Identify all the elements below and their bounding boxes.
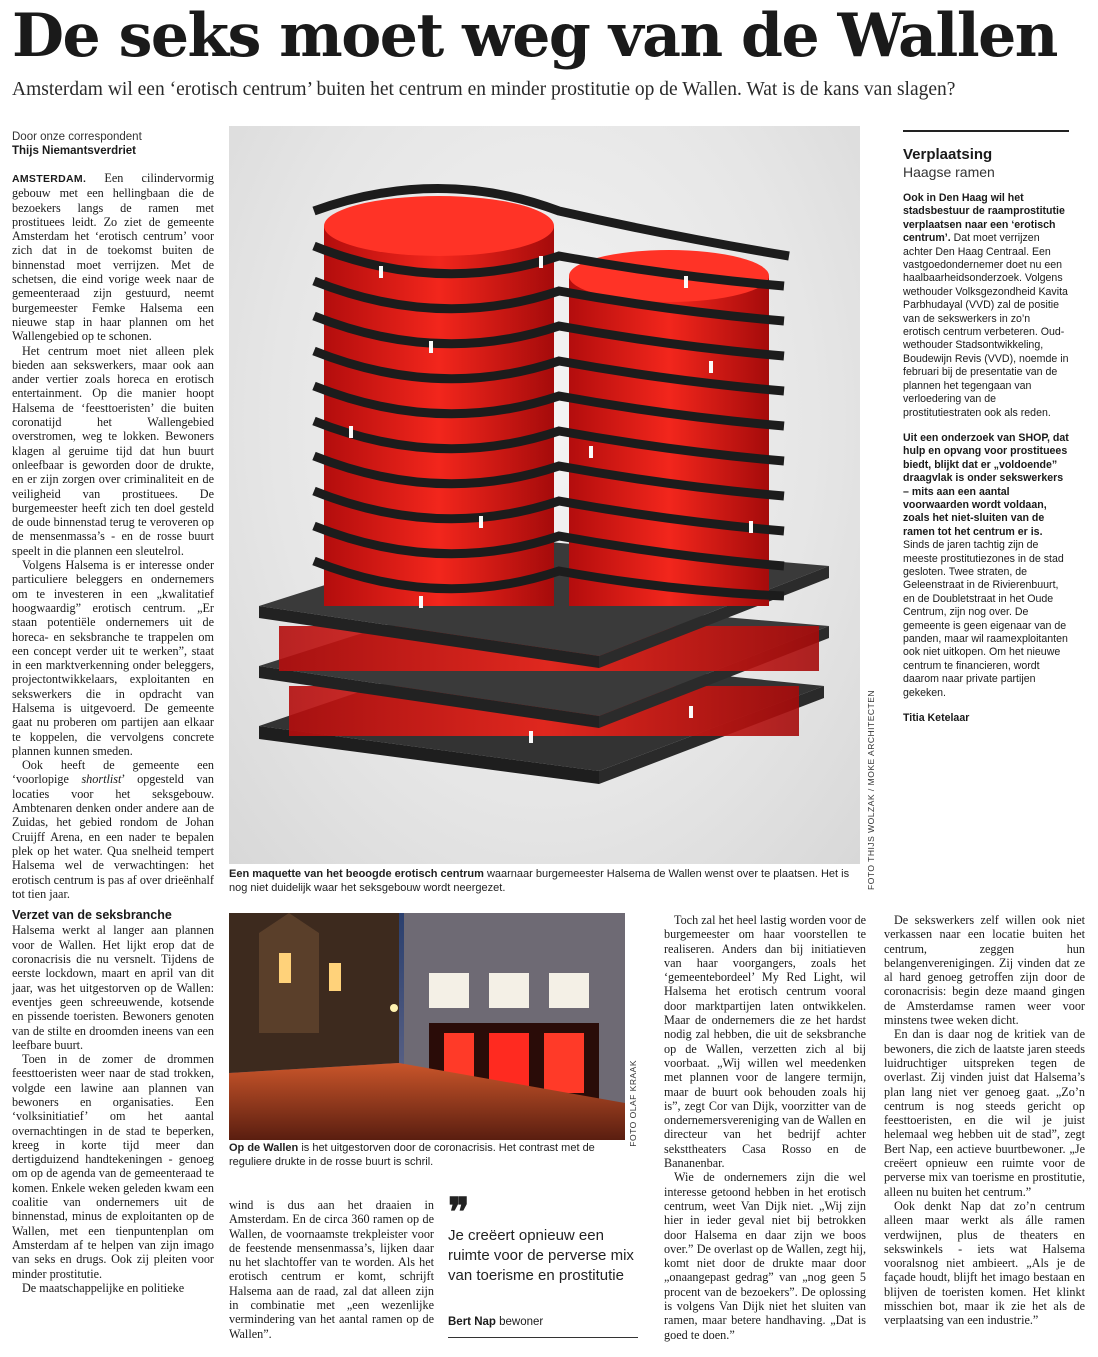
article-column-2 — [229, 1198, 434, 1341]
photo-credit: FOTO OLAF KRAAK — [628, 1060, 638, 1147]
paragraph: Wie de ondernemers zijn die wel interesse getoond hebben in het erotisch centrum, weet Van Dijk niet. „Wij zijn hier in ieder geval niet bij betrokken door Halsema en daar zijn we boos over.” De overlast op de Wallen, zegt hij, komt niet door de drukte maar door „onaangepast gedrag” van „nog geen 5 procent van de bezoekers”. De oplossing is volgens Van Dijk niet het sluiten van ramen, maar betere handhaving. „Dat is goed te doen.” — [664, 1170, 866, 1342]
caption-text: is het uitgestorven door de coronacrisis. Het contrast met de reguliere drukte in de rosse buurt is schril. — [229, 1142, 595, 1168]
paragraph-text: Ook heeft de gemeente een ‘voorlopige — [12, 758, 214, 787]
paragraph: Ook denkt Nap dat zo’n centrum alleen maar werkt als álle ramen verdwijnen, plus de theaters en sekswinkels - iets wat Halsema vooralsnog niet ambieert. „Als je de façade houdt, blijft het imago bestaan en blijven de toeristen komen. Het klinkt misschien bot, maar ik zie het als de verplaatsing van een industrie.” — [884, 1198, 1085, 1328]
quote-divider — [448, 1337, 638, 1338]
quote-role: bewoner — [495, 1316, 544, 1328]
byline-author: Thijs Niemantsverdriet — [12, 145, 136, 157]
sidebar-paragraph — [903, 192, 1069, 420]
paragraph: En dan is daar nog de kritiek van de bewoners, die zich de laatste jaren steeds luidruchtiger uitspreken tegen de overlast. Zij vinden juist dat Halsema’s plan lang niet ver genoeg gaat. „Zo’n centrum is nog steeds gericht op feesttoeristen, en die wil je juist helemaal weg hebben uit de stad”, zegt Bert Nap, een actieve buurtbewoner. „Je creëert opnieuw een ruimte voor de perverse mix van toerisme en prostitutie, alleen nu buiten het centrum.” — [884, 1027, 1085, 1199]
dateline: AMSTERDAM. — [12, 173, 87, 185]
article-column-3 — [664, 913, 866, 1342]
sidebar-text: Sinds de jaren tachtig zijn de meeste prostitutiezones in de stad gesloten. Twee straten, de Geleenstraat in de Rivierenbuurt, en de Doubletstraat in het Oude Centrum, zijn nog over. De gemeente is geen eigenaar van de panden, maar wil raamexploitanten ook niet uitkopen. Om het nieuwe centrum te financieren, wordt daarom naar private partijen gekeken. — [903, 539, 1068, 699]
paragraph — [12, 758, 214, 901]
caption-lead: Een maquette van het beoogde erotisch centrum — [229, 868, 484, 880]
quote-attribution — [448, 1316, 543, 1328]
quote-mark-icon: ❞ — [448, 1189, 470, 1236]
paragraph: Volgens Halsema is er interesse onder particuliere beleggers en ondernemers om te investeren in een „kwalitatief hoogwaardig” erotisch centrum. „Er staan potentiële ondernemers uit de horeca- en seksbranche te trappelen om een concept verder uit te werken”, staat in een marktverkenning onder beleggers, projectontwikkelaars, exploitanten en sekswerkers die in opdracht van Halsema is uitgevoerd. De gemeente gaat nu proberen om partijen aan elkaar te koppelen, die vervolgens concrete plannen kunnen smeden. — [12, 558, 214, 758]
sidebar-subtitle: Haagse ramen — [903, 164, 995, 180]
paragraph: Het centrum moet niet alleen plek bieden aan sekswerkers, maar ook aan ander vertier zoals horeca en erotisch entertainment. Op die manier hoopt Halsema de ‘feesttoeristen’ die buiten coronatijd het Wallengebied overstromen, weg te lokken. Bewoners klagen al geruime tijd dat hun buurt onleefbaar is geworden door de drukte, en er zijn zorgen over criminaliteit en de veiligheid van prostituees. De burgemeester heeft zich ten doel gesteld de oude binnenstad terug te veroveren op de mensenmassa’s - en de rosse buurt speelt in die plannen een sleutelrol. — [12, 343, 214, 558]
model-illustration — [229, 126, 860, 864]
sidebar-paragraph — [903, 432, 1069, 700]
sidebar-author: Titia Ketelaar — [903, 712, 970, 725]
paragraph: Halsema werkt al langer aan plannen voor de Wallen. Het lijkt erop dat de coronacrisis die nu versnelt. Tijdens de eerste lockdown, maart en april van dit jaar, was het uitgestorven op de Wallen: eventjes geen schreeuwende, kotsende en pissende toeristen. Bewoners genoten van de stilte en droomden ineens van een leefbare buurt. — [12, 923, 214, 1052]
sidebar-lead: Uit een onderzoek van SHOP, dat hulp en opvang voor prostituees biedt, blijkt dat er „voldoende” draagvlak is onder sekswerkers – mits aan een aantal voorwaarden wordt voldaan, zoals het niet-sluiten van de ramen tot het centrum er is. — [903, 431, 1069, 538]
caption-text: waarnaar burgemeester Halsema de Wallen wenst over te plaatsen. Het is nog niet duidelijk waar het seksgebouw wordt neergezet. — [229, 868, 850, 894]
paragraph-text: Een cilindervormig gebouw met een hellingbaan die de bezoekers langs de ramen met prostituees leidt. Zo ziet de gemeente Amsterdam het ‘erotisch centrum’ voor zich dat in de toekomst buiten de binnenstad moet verrijzen. Met de schetsen, die eind vorige week naar de gemeenteraad zijn gestuurd, neemt burgemeester Femke Halsema een nieuwe stap in haar plannen om het Wallengebied op te schonen. — [12, 171, 214, 344]
article-column-1 — [12, 171, 214, 1295]
sidebar-lead: Ook in Den Haag wil het stadsbestuur de raamprostitutie verplaatsen naar een ‘erotisch centrum’. — [903, 192, 1065, 245]
sidebar-body — [903, 192, 1069, 725]
headline: De seks moet weg van de Wallen — [12, 1, 1057, 71]
quote-name: Bert Nap — [448, 1316, 496, 1328]
subheading: Verzet van de seksbranche — [12, 908, 172, 923]
caption-lead: Op de Wallen — [229, 1142, 299, 1154]
standfirst: Amsterdam wil een ‘erotisch centrum’ buiten het centrum en minder prostitutie op de Wallen. Wat is de kans van slagen? — [12, 79, 956, 100]
paragraph: Toen in de zomer de drommen feesttoeristen weer naar de stad trokken, volgde een lawine aan plannen van bewoners en organisaties. Een ‘volksinitiatief’ om het aantal overnachtingen in de stad te beperken, kreeg in korte tijd meer dan dertigduizend handtekeningen - genoeg om op de agenda van de gemeenteraad te komen. Enkele weken geleden kwam een coalitie van ondernemers uit de binnenstad, minus de exploitanten op de Wallen, met een tienpuntenplan om Amsterdam af te helpen van zijn imago van seks en drugs. Ook zij pleiten voor minder prostitutie. — [12, 1052, 214, 1281]
paragraph — [12, 171, 214, 344]
photo-caption — [229, 867, 860, 895]
article-column-4 — [884, 913, 1085, 1328]
pull-quote: Je creëert opnieuw een ruimte voor de perverse mix van toerisme en prostitutie — [448, 1227, 634, 1284]
byline-prefix: Door onze correspondent — [12, 131, 142, 143]
sidebar-box — [903, 130, 1069, 737]
paragraph: De maatschappelijke en politieke — [22, 1280, 185, 1295]
model-photo — [229, 126, 860, 864]
sidebar-title: Verplaatsing — [903, 146, 993, 163]
paragraph-text: ’ opgesteld van locaties voor het seksgebouw. Ambtenaren denken onder andere aan de Zuidas, het gebied rondom de Johan Cruijff Arena, en een nader te bepalen plek op het water. Qua snelheid tempert Halsema wel de verwachtingen: het erotisch centrum is pas af over drieënhalf tot tien jaar. — [12, 772, 214, 901]
street-photo — [229, 913, 625, 1140]
paragraph: Toch zal het heel lastig worden voor de burgemeester om haar voorstellen te realiseren. Anders dan bij initiatieven van haar voorgangers, zoals het ‘gemeentebordeel’ My Red Light, wil Halsema het erotisch centrum vooral door marktpartijen laten ontwikkelen. Maar de ondernemers die ze het hardst nodig zal hebben, die uit de seksbranche op de Wallen, verzetten zich al bij voorbaat. „Wij willen wel meedenken met plannen voor de langere termijn, maar de buurt ook behouden zoals hij is”, zegt Cor van Dijk, voorzitter van de ondernemersvereniging van de Wallen en directeur van het bedrijf achter seksttheaters Casa Rosso en de Bananenbar. — [664, 913, 866, 1171]
photo-credit: FOTO THIJS WOLZAK / MOKE ARCHITECTEN — [866, 690, 876, 890]
street-illustration — [229, 913, 625, 1140]
photo-caption — [229, 1141, 625, 1169]
italic-term: shortlist — [81, 772, 122, 787]
sidebar-text: Dat moet verrijzen achter Den Haag Centraal. Een vastgoedondernemer doet nu een haalbaarheidsonderzoek. Volgens wethouder Volksgezondheid Kavita Parbhudayal (VVD) zal de positie van de sekswerkers in zo’n erotisch centrum verbeteren. Oud-wethouder Stadsontwikkeling, Boudewijn Revis (VVD), noemde in februari bij de presentatie van de plannen het tegengaan van verloedering van de prostitutiestraten ook als reden. — [903, 232, 1069, 419]
paragraph: De sekswerkers zelf willen ook niet verkassen naar een locatie buiten het centrum, zeggen hun belangenverenigingen. Zij vinden dat ze al hard genoeg getroffen zijn door de coronacrisis: begin deze maand gingen de Amsterdamse ramen weer voor minstens twee weken dicht. — [884, 913, 1085, 1028]
paragraph: wind is dus aan het draaien in Amsterdam. En de circa 360 ramen op de Wallen, de voornaamste trekpleister voor de feestende mensenmassa’s, lijken daar nu het slachtoffer van te worden. Als het erotisch centrum er komt, schrijft Halsema aan de raad, zal dat alleen zijn in combinatie met „een wezenlijke vermindering van het aantal ramen op de Wallen”. — [229, 1198, 434, 1341]
